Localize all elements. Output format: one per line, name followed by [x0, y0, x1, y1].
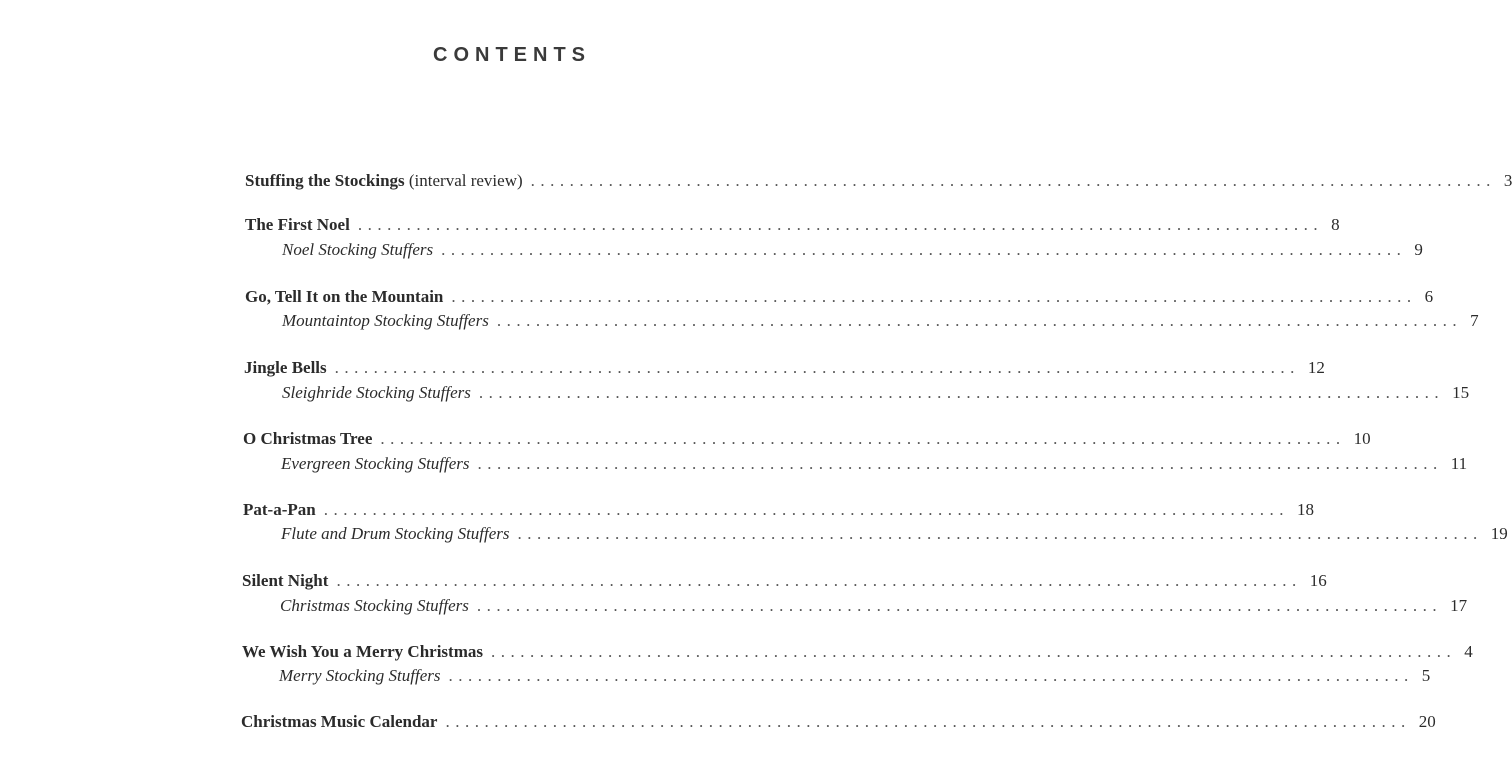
- toc-entry-title: Christmas Music Calendar: [241, 712, 438, 731]
- toc-page-number: 19: [1490, 524, 1508, 543]
- toc-entry-title: Flute and Drum Stocking Stuffers: [281, 524, 510, 543]
- toc-entry: [245, 286, 1434, 308]
- toc-subentry: [282, 310, 1479, 332]
- dot-leader: ...................................................................................................: [517, 524, 1483, 543]
- toc-page-number: 9: [1414, 240, 1423, 259]
- toc-entry-title: Silent Night: [242, 571, 329, 590]
- dot-leader: ...................................................................................................: [451, 287, 1417, 306]
- toc-page-number: 12: [1307, 358, 1325, 377]
- dot-leader: ...................................................................................................: [357, 215, 1324, 234]
- toc-subentry: [279, 665, 1431, 687]
- toc-entry-title: Go, Tell It on the Mountain: [245, 287, 444, 306]
- toc-subentry: [282, 239, 1423, 261]
- dot-leader: ...................................................................................................: [445, 712, 1411, 731]
- dot-leader: ...................................................................................................: [380, 429, 1346, 448]
- toc-page-number: 15: [1452, 383, 1470, 402]
- contents-heading: CONTENTS: [433, 44, 591, 66]
- toc-entry: [244, 357, 1325, 379]
- dot-leader: ...................................................................................................: [530, 171, 1496, 190]
- toc-subentry: [282, 382, 1470, 404]
- toc-entry-note: (interval review): [404, 171, 523, 190]
- toc-entry-title: Mountaintop Stocking Stuffers: [282, 311, 489, 330]
- toc-page-number: 4: [1464, 642, 1473, 661]
- toc-entry-title: Jingle Bells: [244, 358, 327, 377]
- dot-leader: ...................................................................................................: [496, 311, 1463, 330]
- toc-page-number: 3: [1503, 171, 1512, 190]
- toc-entry: [242, 641, 1473, 663]
- toc-entry: [242, 570, 1327, 592]
- dot-leader: ...................................................................................................: [448, 666, 1414, 685]
- toc-entry-title: The First Noel: [245, 215, 350, 234]
- toc-page-number: 11: [1450, 454, 1468, 473]
- toc-page-number: 18: [1296, 500, 1314, 519]
- dot-leader: ...................................................................................................: [478, 383, 1445, 402]
- toc-entry: [245, 214, 1340, 236]
- dot-leader: ...................................................................................................: [477, 454, 1443, 473]
- toc-entry: [243, 499, 1314, 521]
- dot-leader: ...................................................................................................: [334, 358, 1300, 377]
- dot-leader: ...................................................................................................: [323, 500, 1289, 519]
- toc-entry: [245, 170, 1512, 192]
- toc-entry: [241, 711, 1436, 733]
- dot-leader: ...................................................................................................: [476, 596, 1443, 615]
- toc-entry-title: Christmas Stocking Stuffers: [280, 596, 469, 615]
- toc-entry-title: Pat-a-Pan: [243, 500, 316, 519]
- toc-page-number: 10: [1353, 429, 1371, 448]
- toc-subentry: [281, 523, 1508, 545]
- toc-entry-title: O Christmas Tree: [243, 429, 373, 448]
- toc-entry-title: We Wish You a Merry Christmas: [242, 642, 483, 661]
- toc-page-number: 20: [1418, 712, 1436, 731]
- toc-page-number: 8: [1331, 215, 1340, 234]
- toc-entry-title: Noel Stocking Stuffers: [282, 240, 434, 259]
- toc-subentry: [281, 453, 1468, 475]
- dot-leader: ...................................................................................................: [491, 642, 1457, 661]
- toc-subentry: [280, 595, 1468, 617]
- toc-entry-title: Merry Stocking Stuffers: [279, 666, 441, 685]
- toc-entry: [243, 428, 1371, 450]
- toc-entry-title: Sleighride Stocking Stuffers: [282, 383, 471, 402]
- dot-leader: ...................................................................................................: [336, 571, 1302, 590]
- toc-page-number: 7: [1470, 311, 1479, 330]
- dot-leader: ...................................................................................................: [441, 240, 1407, 259]
- toc-entry-title: Stuffing the Stockings (interval review): [245, 171, 523, 190]
- toc-page-number: 6: [1424, 287, 1434, 306]
- toc-page-number: 16: [1309, 571, 1327, 590]
- toc-page-number: 5: [1421, 666, 1431, 685]
- toc-entry-title: Evergreen Stocking Stuffers: [281, 454, 470, 473]
- toc-page-number: 17: [1450, 596, 1468, 615]
